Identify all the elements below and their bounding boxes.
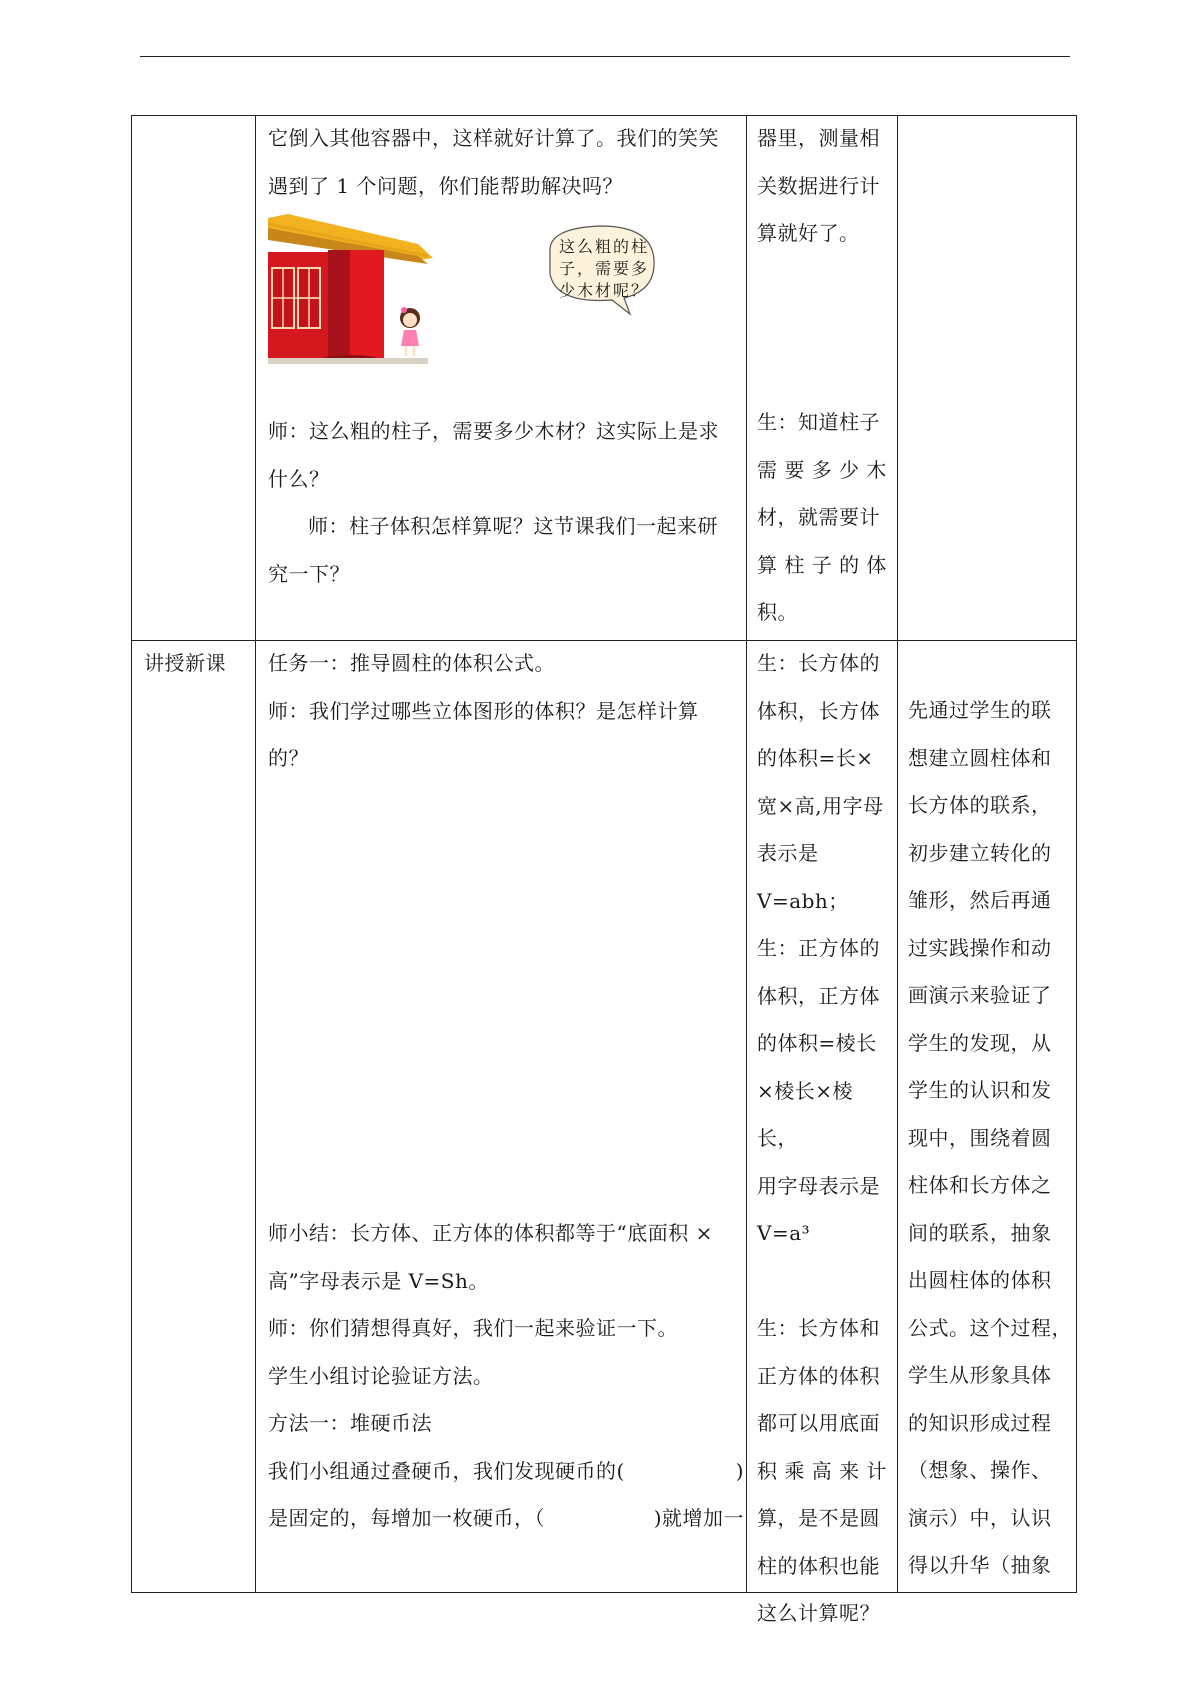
student-line: 生：正方体的 xyxy=(757,936,880,960)
illustration xyxy=(268,214,708,364)
lesson-plan-table xyxy=(131,115,1077,1625)
student-line: 关数据进行计 xyxy=(757,173,880,198)
content-line: 任务一：推导圆柱的体积公式。 xyxy=(268,651,555,675)
intent-line: 雏形，然后再通 xyxy=(908,888,1052,912)
coin-text: ) xyxy=(735,1458,744,1483)
content-line: 遇到了 1 个问题，你们能帮助解决吗？ xyxy=(268,173,623,198)
intent-line: 得以升华（抽象 xyxy=(908,1553,1052,1577)
teacher-line: 究一下？ xyxy=(268,561,350,586)
content-line: 师：你们猜想得真好，我们一起来验证一下。 xyxy=(268,1316,678,1340)
intent-line: 初步建立转化的 xyxy=(908,840,1052,865)
student-line: 积。 xyxy=(757,600,798,624)
top-student-cell-2 xyxy=(757,399,893,637)
teacher-line: 师：这么粗的柱子，需要多少木材？这实际上是求 xyxy=(268,419,719,443)
content-line: 师：我们学过哪些立体图形的体积？是怎样计算 xyxy=(268,698,699,723)
header-rule xyxy=(140,56,1070,57)
teacher-line: 什么？ xyxy=(268,466,330,491)
student-line: 都可以用底面 xyxy=(757,1411,880,1435)
stage-label: 讲授新课 xyxy=(144,651,226,675)
intent-line: 长方体的联系， xyxy=(908,793,1052,817)
student-line xyxy=(757,1258,893,1306)
student-line: 生：长方体和 xyxy=(757,1316,880,1340)
intent-line: 过实践操作和动 xyxy=(908,935,1052,960)
coin-line xyxy=(268,1495,744,1543)
content-line: 学生小组讨论验证方法。 xyxy=(268,1363,494,1388)
top-student-cell xyxy=(757,115,893,258)
intent-line: 现中，围绕着圆 xyxy=(908,1125,1052,1150)
intent-line: 公式。这个过程， xyxy=(908,1315,1072,1340)
student-line: 体积，长方体 xyxy=(757,698,880,723)
top-content-cell xyxy=(268,115,744,598)
student-line: 这么计算呢？ xyxy=(757,1601,880,1625)
coin-text: 我们小组通过叠硬币，我们发现硬币的( xyxy=(268,1458,625,1483)
intent-line: 先通过学生的联 xyxy=(908,698,1052,722)
intent-line: 学生从形象具体 xyxy=(908,1363,1052,1387)
intent-line: 演示）中，认识 xyxy=(908,1505,1052,1530)
content-line: 的？ xyxy=(268,746,309,770)
student-line: 正方体的体积 xyxy=(757,1363,880,1388)
coin-text: 是固定的，每增加一枚硬币，（ xyxy=(268,1506,545,1530)
content-line: 方法一：堆硬币法 xyxy=(268,1411,432,1435)
student-line: 宽×高,用字母 xyxy=(757,793,884,818)
intent-line: 的知识形成过程 xyxy=(908,1410,1052,1435)
intent-line: 画演示来验证了 xyxy=(908,983,1052,1007)
student-line: 算就好了。 xyxy=(757,221,860,245)
main-content-cell-a xyxy=(268,640,744,783)
intent-line: 学生的认识和发 xyxy=(908,1078,1052,1102)
column-divider xyxy=(897,116,898,1592)
content-line: 高”字母表示是 V=Sh。 xyxy=(268,1268,489,1293)
student-line: V=abh； xyxy=(757,888,849,913)
main-content-cell-b xyxy=(268,1210,744,1543)
intent-line: 想建立圆柱体和 xyxy=(908,745,1052,770)
coin-line xyxy=(268,1448,744,1496)
intent-line: 学生的发现，从 xyxy=(908,1030,1052,1055)
teacher-line: 师：柱子体积怎样算呢？这节课我们一起来研 xyxy=(308,514,718,538)
speech-line: 子，需要多 xyxy=(558,259,649,278)
speech-line: 这么粗的柱 xyxy=(558,237,649,256)
speech-bubble-text xyxy=(558,236,650,302)
column-divider xyxy=(255,116,256,1592)
column-divider xyxy=(746,116,747,1592)
main-student-cell xyxy=(757,640,893,1638)
intent-line: 出圆柱体的体积 xyxy=(908,1268,1052,1292)
student-line: 需 要 多 少 木 xyxy=(757,457,887,482)
student-line: 器里，测量相 xyxy=(757,126,880,150)
student-line: 算 柱 子 的 体 xyxy=(757,552,887,577)
student-line: 算，是不是圆 xyxy=(757,1506,880,1530)
student-line: 的体积=长× xyxy=(757,746,874,770)
student-line: 用字母表示是 xyxy=(757,1173,880,1198)
stage-label-cell xyxy=(144,640,252,688)
intent-cell xyxy=(908,687,1074,1590)
coin-text: )就增加一 xyxy=(653,1506,744,1530)
student-line: 生：知道柱子 xyxy=(757,410,880,434)
student-line: 体积，正方体 xyxy=(757,983,880,1008)
speech-line: 少木材呢？ xyxy=(558,281,649,300)
intent-line: （想象、操作、 xyxy=(908,1458,1052,1482)
intent-line: 间的联系，抽象 xyxy=(908,1220,1052,1245)
student-line: 材，就需要计 xyxy=(757,505,880,529)
student-line: ×棱长×棱长， xyxy=(757,1078,854,1150)
student-line: V=a³ xyxy=(757,1221,811,1245)
student-line: 柱的体积也能 xyxy=(757,1553,880,1578)
content-line: 它倒入其他容器中，这样就好计算了。我们的笑笑 xyxy=(268,126,719,150)
intent-line: 柱体和长方体之 xyxy=(908,1173,1052,1197)
student-line: 积 乘 高 来 计 xyxy=(757,1458,887,1483)
content-line: 师小结：长方体、正方体的体积都等于“底面积 × xyxy=(268,1221,713,1245)
student-line: 生：长方体的 xyxy=(757,651,880,675)
student-line: 的体积=棱长 xyxy=(757,1031,877,1055)
student-line: 表示是 xyxy=(757,841,819,865)
